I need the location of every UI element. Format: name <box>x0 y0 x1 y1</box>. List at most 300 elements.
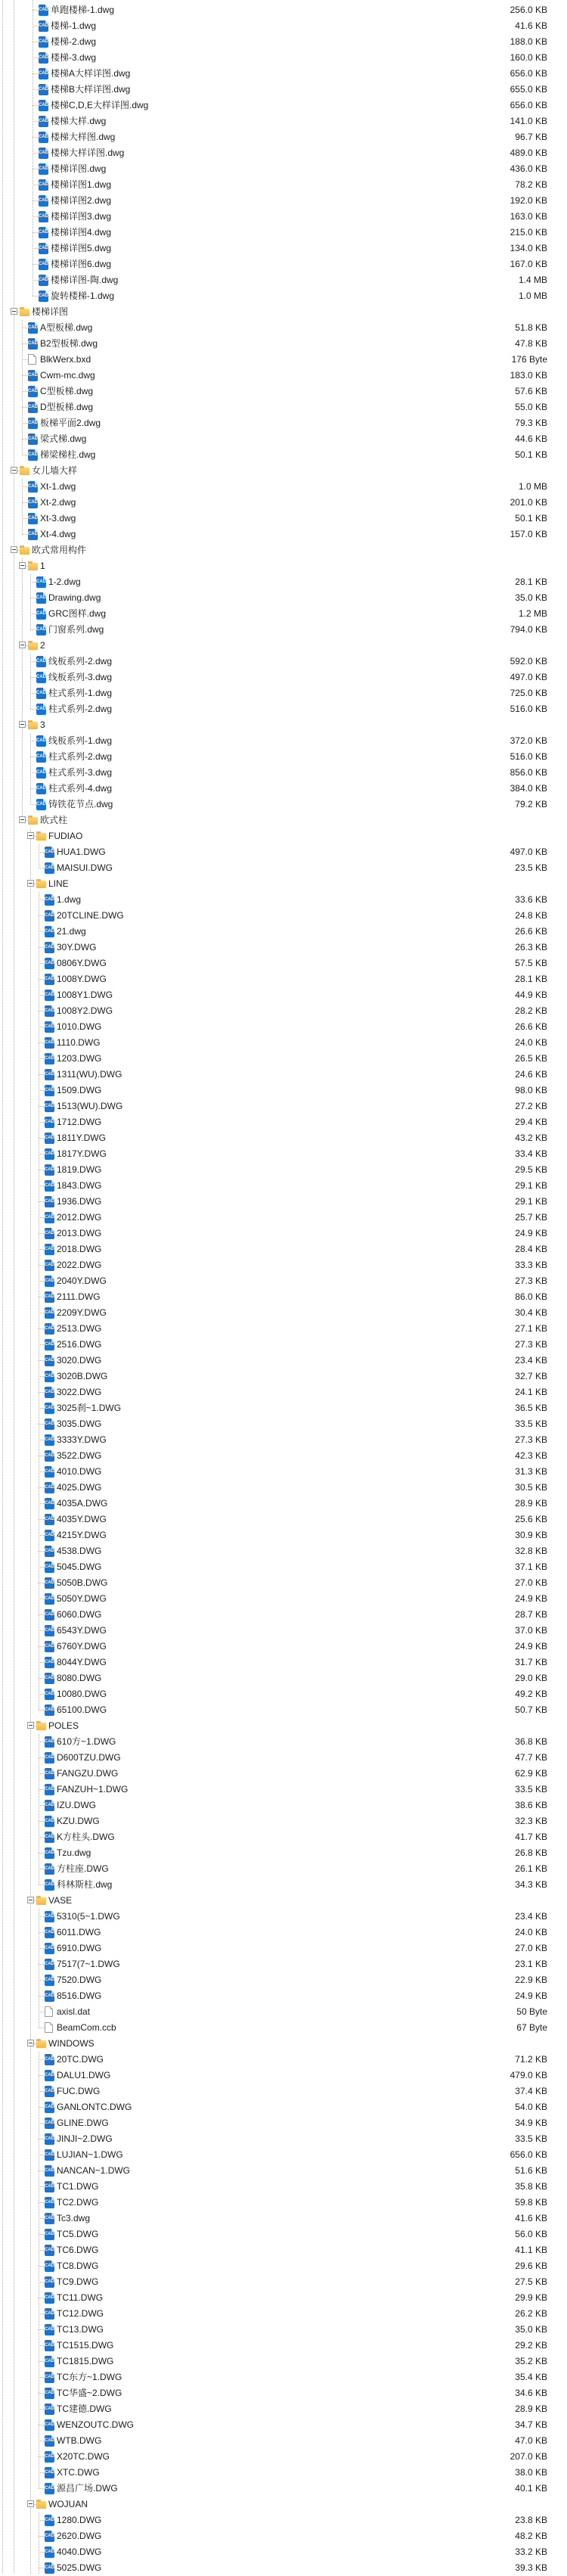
file-name-label: 4040.DWG <box>57 2546 102 2557</box>
cad-icon-text: CAD <box>45 1930 54 1934</box>
folder-label: 2 <box>40 640 45 651</box>
tree-item-file[interactable] <box>0 2052 567 2068</box>
tree-item-file[interactable] <box>0 1162 567 1178</box>
dwg-cad-file-icon <box>45 1244 54 1255</box>
file-name-label: LUJIAN~1.DWG <box>57 2149 123 2160</box>
tree-item-file[interactable] <box>0 1861 567 1877</box>
tree-item-file[interactable] <box>0 2 567 18</box>
tree-item-file[interactable] <box>0 2544 567 2560</box>
collapse-expander-icon[interactable] <box>11 467 17 474</box>
dwg-cad-file-icon <box>45 2451 54 2463</box>
folder-icon <box>20 309 29 316</box>
cad-icon-text: CAD <box>45 2359 54 2363</box>
file-name-label: 2013.DWG <box>57 1228 102 1238</box>
tree-item-file[interactable] <box>0 384 567 399</box>
tree-connector <box>39 1360 44 1361</box>
tree-item-file[interactable] <box>0 447 567 463</box>
dwg-cad-file-icon <box>36 767 46 778</box>
dwg-cad-file-icon <box>39 163 48 175</box>
cad-icon-text: CAD <box>45 1850 54 1855</box>
tree-item-file[interactable] <box>0 1098 567 1114</box>
cad-icon-text: CAD <box>36 691 46 695</box>
tree-item-file[interactable] <box>0 1782 567 1798</box>
tree-item-file[interactable] <box>0 924 567 940</box>
tree-item-file[interactable] <box>0 511 567 527</box>
tree-item-file[interactable] <box>0 82 567 98</box>
tree-item-file[interactable] <box>0 368 567 384</box>
collapse-expander-icon[interactable] <box>27 1897 34 1903</box>
collapse-expander-icon[interactable] <box>19 816 26 823</box>
file-size-label: 35.8 KB <box>515 2181 547 2192</box>
file-size-label: 856.0 KB <box>510 767 547 778</box>
tree-connector <box>39 2313 44 2314</box>
tree-item-file[interactable] <box>0 606 567 622</box>
file-name-label: 3035.DWG <box>57 1419 102 1429</box>
tree-item-file[interactable] <box>0 654 567 670</box>
tree-connector <box>39 2377 44 2378</box>
tree-item-file[interactable] <box>0 34 567 50</box>
cad-icon-text: CAD <box>45 1167 54 1172</box>
cad-icon-text: CAD <box>45 2295 54 2300</box>
folder-icon <box>36 1723 46 1730</box>
tree-item-file[interactable] <box>0 622 567 638</box>
tree-item-file[interactable] <box>0 415 567 431</box>
cad-icon-text: CAD <box>45 1088 54 1092</box>
tree-item-file[interactable] <box>0 336 567 352</box>
tree-connector <box>39 2409 44 2410</box>
tree-item-file[interactable] <box>0 1369 567 1384</box>
tree-item-folder[interactable] <box>0 1893 567 1909</box>
tree-item-file[interactable] <box>0 1512 567 1527</box>
file-size-label: 35.4 KB <box>515 2372 547 2382</box>
cad-icon-text: CAD <box>28 500 38 505</box>
file-size-label: 44.6 KB <box>515 433 547 444</box>
tree-item-file[interactable] <box>0 2401 567 2417</box>
cad-icon-text: CAD <box>45 2105 54 2109</box>
tree-item-file[interactable] <box>0 1353 567 1369</box>
tree-item-file[interactable] <box>0 1146 567 1162</box>
tree-connector <box>22 534 27 535</box>
file-name-label: 楼梯大样图.dwg <box>51 132 116 142</box>
tree-item-file[interactable] <box>0 1623 567 1639</box>
cad-icon-text: CAD <box>39 246 48 250</box>
file-size-label: 207.0 KB <box>510 2451 547 2462</box>
tree-item-file[interactable] <box>0 1273 567 1289</box>
file-size-label: 27.0 KB <box>515 1577 547 1588</box>
tree-item-file[interactable] <box>0 1972 567 1988</box>
tree-item-file[interactable] <box>0 2004 567 2020</box>
tree-item-file[interactable] <box>0 431 567 447</box>
tree-item-file[interactable] <box>0 1194 567 1210</box>
cad-icon-text: CAD <box>45 2375 54 2379</box>
file-name-label: 4215Y.DWG <box>57 1530 107 1540</box>
collapse-expander-icon[interactable] <box>11 308 17 315</box>
tree-item-file[interactable] <box>0 2115 567 2131</box>
tree-item-file[interactable] <box>0 2211 567 2226</box>
tree-item-file[interactable] <box>0 1448 567 1464</box>
tree-item-file[interactable] <box>0 1956 567 1972</box>
tree-item-file[interactable] <box>0 1130 567 1146</box>
tree-item-file[interactable] <box>0 590 567 606</box>
file-name-label: 65100.DWG <box>57 1704 107 1715</box>
tree-item-file[interactable] <box>0 1083 567 1098</box>
dwg-cad-file-icon <box>45 2372 54 2383</box>
tree-item-file[interactable] <box>0 1305 567 1321</box>
collapse-expander-icon[interactable] <box>19 642 26 648</box>
tree-item-file[interactable] <box>0 2385 567 2401</box>
file-name-label: TC华盛~2.DWG <box>57 2388 122 2398</box>
file-size-label: 50.1 KB <box>515 449 547 460</box>
tree-item-file[interactable] <box>0 733 567 749</box>
tree-item-file[interactable] <box>0 908 567 924</box>
tree-item-file[interactable] <box>0 1655 567 1670</box>
file-name-label: HUA1.DWG <box>57 847 106 857</box>
tree-item-file[interactable] <box>0 1496 567 1512</box>
file-size-label: 43.2 KB <box>515 1133 547 1143</box>
file-size-label: 26.3 KB <box>515 942 547 952</box>
dwg-cad-file-icon <box>45 1863 54 1875</box>
dwg-cad-file-icon <box>45 1339 54 1350</box>
tree-item-folder[interactable] <box>0 2036 567 2052</box>
tree-connector <box>33 105 38 106</box>
dwg-cad-file-icon <box>45 1085 54 1096</box>
file-size-label: 51.8 KB <box>515 322 547 333</box>
file-name-label: 1712.DWG <box>57 1117 102 1127</box>
tree-item-file[interactable] <box>0 1432 567 1448</box>
file-name-label: 2040Y.DWG <box>57 1276 107 1286</box>
tree-item-file[interactable] <box>0 2322 567 2338</box>
tree-item-file[interactable] <box>0 1798 567 1813</box>
cad-icon-text: CAD <box>45 1676 54 1680</box>
tree-item-file[interactable] <box>0 495 567 511</box>
file-name-label: 柱式系列-2.dwg <box>48 751 113 762</box>
tree-item-file[interactable] <box>0 2226 567 2242</box>
file-name-label: 楼梯大样详图.dwg <box>51 148 125 158</box>
file-size-label: 62.9 KB <box>515 1768 547 1779</box>
collapse-expander-icon[interactable] <box>27 2040 34 2046</box>
file-size-label: 25.6 KB <box>515 1514 547 1524</box>
file-size-label: 28.2 KB <box>515 1005 547 1016</box>
tree-item-file[interactable] <box>0 1591 567 1607</box>
cad-icon-text: CAD <box>45 2343 54 2348</box>
tree-item-file[interactable] <box>0 1575 567 1591</box>
tree-item-file[interactable] <box>0 527 567 542</box>
tree-item-file[interactable] <box>0 1226 567 1241</box>
tree-item-folder[interactable] <box>0 638 567 654</box>
tree-connector <box>30 804 36 805</box>
tree-item-file[interactable] <box>0 749 567 765</box>
tree-item-file[interactable] <box>0 892 567 908</box>
cad-icon-text: CAD <box>36 675 46 679</box>
tree-item-file[interactable] <box>0 1607 567 1623</box>
file-size-label: 55.0 KB <box>515 402 547 412</box>
tree-item-file[interactable] <box>0 1670 567 1686</box>
tree-item-file[interactable] <box>0 2512 567 2528</box>
tree-item-file[interactable] <box>0 2179 567 2195</box>
cad-icon-text: CAD <box>45 2565 54 2570</box>
tree-item-file[interactable] <box>0 765 567 781</box>
folder-icon <box>36 2040 46 2048</box>
tree-item-file[interactable] <box>0 2274 567 2290</box>
tree-item-folder[interactable] <box>0 717 567 733</box>
tree-item-folder[interactable] <box>0 1718 567 1734</box>
tree-item-file[interactable] <box>0 1686 567 1702</box>
tree-item-file[interactable] <box>0 288 567 304</box>
tree-item-file[interactable] <box>0 98 567 113</box>
file-name-label: 铸铁花节点.dwg <box>48 799 113 809</box>
tree-item-file[interactable] <box>0 1877 567 1893</box>
tree-item-file[interactable] <box>0 1559 567 1575</box>
tree-item-file[interactable] <box>0 701 567 717</box>
tree-item-file[interactable] <box>0 256 567 272</box>
tree-item-file[interactable] <box>0 956 567 971</box>
tree-item-file[interactable] <box>0 987 567 1003</box>
file-name-label: 2022.DWG <box>57 1260 102 1270</box>
tree-item-file[interactable] <box>0 971 567 987</box>
tree-item-file[interactable] <box>0 1750 567 1766</box>
file-size-label: 30.5 KB <box>515 1482 547 1493</box>
tree-item-file[interactable] <box>0 1416 567 1432</box>
dwg-cad-file-icon <box>45 1434 54 1446</box>
tree-item-folder[interactable] <box>0 304 567 320</box>
tree-item-file[interactable] <box>0 1988 567 2004</box>
tree-item-file[interactable] <box>0 66 567 82</box>
tree-item-folder[interactable] <box>0 558 567 574</box>
tree-item-file[interactable] <box>0 1543 567 1559</box>
tree-item-file[interactable] <box>0 1051 567 1067</box>
file-size-label: 516.0 KB <box>510 751 547 762</box>
tree-item-file[interactable] <box>0 225 567 241</box>
tree-item-file[interactable] <box>0 50 567 66</box>
tree-item-file[interactable] <box>0 2083 567 2099</box>
tree-item-file[interactable] <box>0 1480 567 1496</box>
tree-item-folder[interactable] <box>0 813 567 828</box>
collapse-expander-icon[interactable] <box>19 721 26 728</box>
tree-item-folder[interactable] <box>0 876 567 892</box>
tree-item-file[interactable] <box>0 1035 567 1051</box>
cad-icon-text: CAD <box>45 1644 54 1648</box>
cad-icon-text: CAD <box>28 484 38 489</box>
collapse-expander-icon[interactable] <box>27 1722 34 1729</box>
tree-item-file[interactable] <box>0 399 567 415</box>
tree-item-file[interactable] <box>0 177 567 193</box>
tree-item-file[interactable] <box>0 2465 567 2481</box>
tree-item-file[interactable] <box>0 320 567 336</box>
tree-item-file[interactable] <box>0 2290 567 2306</box>
tree-item-file[interactable] <box>0 1178 567 1194</box>
tree-item-file[interactable] <box>0 209 567 225</box>
dwg-cad-file-icon <box>45 1673 54 1684</box>
tree-item-file[interactable] <box>0 2354 567 2369</box>
tree-item-file[interactable] <box>0 241 567 256</box>
cad-icon-text: CAD <box>45 1390 54 1394</box>
dwg-cad-file-icon <box>45 1657 54 1668</box>
dwg-cad-file-icon <box>45 2340 54 2351</box>
file-name-label: WTB.DWG <box>57 2435 102 2446</box>
tree-item-file[interactable] <box>0 2195 567 2211</box>
tree-item-file[interactable] <box>0 2099 567 2115</box>
cad-icon-text: CAD <box>45 2550 54 2554</box>
dwg-cad-file-icon <box>45 2102 54 2113</box>
tree-item-file[interactable] <box>0 1003 567 1019</box>
tree-item-file[interactable] <box>0 1734 567 1750</box>
tree-item-file[interactable] <box>0 2560 567 2576</box>
tree-item-file[interactable] <box>0 2369 567 2385</box>
file-name-label: 旋转楼梯-1.dwg <box>51 291 115 301</box>
tree-item-file[interactable] <box>0 2068 567 2083</box>
dwg-cad-file-icon <box>45 1148 54 1160</box>
dwg-cad-file-icon <box>28 497 38 508</box>
folder-icon <box>28 563 38 570</box>
tree-item-file[interactable] <box>0 1829 567 1845</box>
file-size-label: 96.7 KB <box>515 132 547 142</box>
file-name-label: 梯梁梯柱.dwg <box>40 449 96 460</box>
tree-item-file[interactable] <box>0 670 567 685</box>
tree-item-folder[interactable] <box>0 542 567 558</box>
file-name-label: 楼梯详图5.dwg <box>51 243 112 253</box>
dwg-cad-file-icon <box>45 2165 54 2177</box>
cad-icon-text: CAD <box>45 1819 54 1823</box>
file-name-label: Xt-1.dwg <box>40 481 76 492</box>
tree-item-file[interactable] <box>0 797 567 813</box>
tree-item-file[interactable] <box>0 1400 567 1416</box>
tree-item-file[interactable] <box>0 2449 567 2465</box>
file-size-label: 26.8 KB <box>515 1847 547 1858</box>
tree-item-file[interactable] <box>0 2481 567 2497</box>
file-name-label: TC2.DWG <box>57 2197 99 2208</box>
tree-item-file[interactable] <box>0 1845 567 1861</box>
tree-connector <box>30 629 36 630</box>
dwg-cad-file-icon <box>45 1053 54 1064</box>
tree-item-file[interactable] <box>0 1337 567 1353</box>
collapse-expander-icon[interactable] <box>27 832 34 839</box>
tree-item-file[interactable] <box>0 1067 567 1083</box>
tree-item-file[interactable] <box>0 1464 567 1480</box>
file-size-label: 59.8 KB <box>515 2197 547 2208</box>
file-name-label: 3020B.DWG <box>57 1371 108 1381</box>
tree-item-file[interactable] <box>0 272 567 288</box>
tree-connector <box>33 57 38 58</box>
tree-item-file[interactable] <box>0 1925 567 1941</box>
file-size-label: 163.0 KB <box>510 211 547 222</box>
file-name-label: 1110.DWG <box>57 1037 101 1048</box>
cad-icon-text: CAD <box>39 278 48 282</box>
file-size-label: 50 Byte <box>516 2006 547 2017</box>
tree-item-file[interactable] <box>0 685 567 701</box>
tree-item-file[interactable] <box>0 2338 567 2354</box>
tree-item-file[interactable] <box>0 2258 567 2274</box>
tree-item-file[interactable] <box>0 129 567 145</box>
tree-item-file[interactable] <box>0 574 567 590</box>
tree-connector <box>22 391 27 392</box>
file-name-label: 6910.DWG <box>57 1943 102 1953</box>
tree-item-file[interactable] <box>0 1941 567 1956</box>
cad-icon-text: CAD <box>45 1866 54 1871</box>
tree-item-file[interactable] <box>0 2147 567 2163</box>
tree-item-file[interactable] <box>0 18 567 34</box>
collapse-expander-icon[interactable] <box>27 2500 34 2507</box>
tree-item-file[interactable] <box>0 1702 567 1718</box>
dwg-cad-file-icon <box>36 799 46 810</box>
tree-item-file[interactable] <box>0 1114 567 1130</box>
dwg-cad-file-icon <box>36 624 46 635</box>
tree-item-file[interactable] <box>0 1384 567 1400</box>
file-size-label: 27.3 KB <box>515 1276 547 1286</box>
tree-item-file[interactable] <box>0 479 567 495</box>
tree-item-file[interactable] <box>0 2020 567 2036</box>
collapse-expander-icon[interactable] <box>11 546 17 553</box>
dwg-cad-file-icon <box>45 2546 54 2558</box>
file-size-label: 57.5 KB <box>515 958 547 968</box>
collapse-expander-icon[interactable] <box>27 880 34 887</box>
folder-label: WINDOWS <box>48 2038 94 2049</box>
tree-connector <box>39 2234 44 2235</box>
tree-item-file[interactable] <box>0 1210 567 1226</box>
tree-item-file[interactable] <box>0 2242 567 2258</box>
tree-item-file[interactable] <box>0 1639 567 1655</box>
tree-item-file[interactable] <box>0 161 567 177</box>
tree-item-file[interactable] <box>0 1289 567 1305</box>
tree-connector <box>39 963 44 964</box>
cad-icon-text: CAD <box>45 2200 54 2205</box>
tree-item-folder[interactable] <box>0 828 567 844</box>
tree-item-folder[interactable] <box>0 2497 567 2512</box>
tree-item-file[interactable] <box>0 1813 567 1829</box>
file-size-label: 40.1 KB <box>515 2483 547 2494</box>
tree-item-file[interactable] <box>0 940 567 956</box>
tree-item-folder[interactable] <box>0 463 567 479</box>
dwg-cad-file-icon <box>45 1943 54 1954</box>
tree-item-file[interactable] <box>0 844 567 860</box>
collapse-expander-icon[interactable] <box>19 562 26 569</box>
file-size-label: 33.5 KB <box>515 1419 547 1429</box>
tree-item-file[interactable] <box>0 2528 567 2544</box>
file-name-label: B2型板梯.dwg <box>40 338 98 349</box>
tree-item-file[interactable] <box>0 2163 567 2179</box>
tree-item-file[interactable] <box>0 860 567 876</box>
tree-item-file[interactable] <box>0 145 567 161</box>
tree-item-file[interactable] <box>0 193 567 209</box>
file-name-label: 楼梯A大样详图.dwg <box>51 68 131 79</box>
tree-item-file[interactable] <box>0 352 567 368</box>
tree-item-file[interactable] <box>0 1766 567 1782</box>
tree-item-file[interactable] <box>0 781 567 797</box>
tree-item-file[interactable] <box>0 113 567 129</box>
dwg-cad-file-icon <box>39 275 48 286</box>
cad-icon-text: CAD <box>45 865 54 870</box>
tree-item-file[interactable] <box>0 2433 567 2449</box>
tree-connector <box>39 1805 44 1806</box>
cad-icon-text: CAD <box>45 1437 54 1442</box>
dwg-cad-file-icon <box>28 529 38 540</box>
file-size-label: 29.5 KB <box>515 1164 547 1175</box>
tree-item-file[interactable] <box>0 1321 567 1337</box>
tree-item-file[interactable] <box>0 1241 567 1257</box>
file-name-label: 2018.DWG <box>57 1244 102 1254</box>
file-size-label: 28.9 KB <box>515 2404 547 2414</box>
tree-item-file[interactable] <box>0 1527 567 1543</box>
tree-connector <box>39 1646 44 1647</box>
tree-item-file[interactable] <box>0 2131 567 2147</box>
cad-icon-text: CAD <box>45 2311 54 2316</box>
tree-item-file[interactable] <box>0 2306 567 2322</box>
tree-item-file[interactable] <box>0 1909 567 1925</box>
tree-item-file[interactable] <box>0 2417 567 2433</box>
cad-icon-text: CAD <box>39 87 48 92</box>
tree-item-file[interactable] <box>0 1257 567 1273</box>
tree-item-file[interactable] <box>0 1019 567 1035</box>
file-name-label: 20TC.DWG <box>57 2054 104 2065</box>
